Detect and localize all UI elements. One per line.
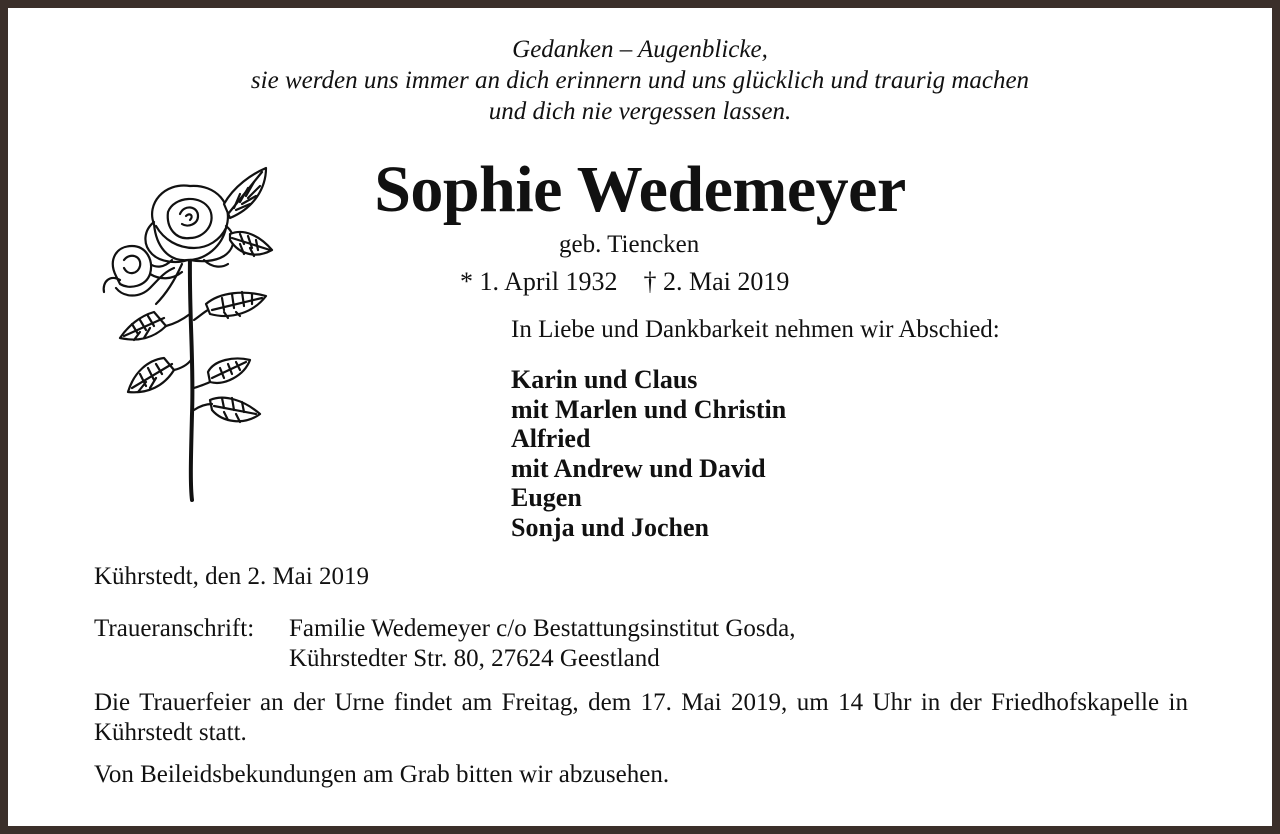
death-date: † 2. Mai 2019 [643,267,790,296]
deceased-name: Sophie Wedemeyer [374,153,906,226]
birth-name: geb. Tiencken [559,231,700,258]
address-line-2: Kührstedter Str. 80, 27624 Geestland [289,645,660,672]
birth-date: * 1. April 1932 [460,267,618,296]
obituary-notice [8,8,1272,826]
life-dates [460,267,789,297]
mourner-line: Eugen [511,483,582,513]
condolence-note: Von Beileidsbekundungen am Grab bitten wir abzusehen. [94,761,670,788]
mourner-line: Sonja und Jochen [511,512,709,542]
ceremony-info: Die Trauerfeier an der Urne findet am Freitag, dem 17. Mai 2019, um 14 Uhr in der Friedhofskapelle in Kührstedt statt. [94,689,1188,746]
motto [8,34,1272,127]
address-label: Traueranschrift: [94,615,255,642]
mourner-line: mit Marlen und Christin [511,394,787,424]
mourner-line: Karin und Claus [511,365,698,394]
mourner-line: mit Andrew und David [511,453,766,483]
motto-line-3: und dich nie vergessen lassen. [488,98,792,125]
place-date: Kührstedt, den 2. Mai 2019 [94,563,369,590]
address-line-1: Familie Wedemeyer c/o Bestattungsinstitut Gosda, [289,615,796,642]
mourner-line: Alfried [511,424,591,454]
mourning-address [94,614,795,674]
motto-line-1: Gedanken – Augenblicke, [512,36,768,63]
farewell-text: In Liebe und Dankbarkeit nehmen wir Abschied: [511,316,1000,343]
mourners-list [511,365,786,543]
motto-line-2: sie werden uns immer an dich erinnern und uns glücklich und traurig machen [250,67,1030,94]
